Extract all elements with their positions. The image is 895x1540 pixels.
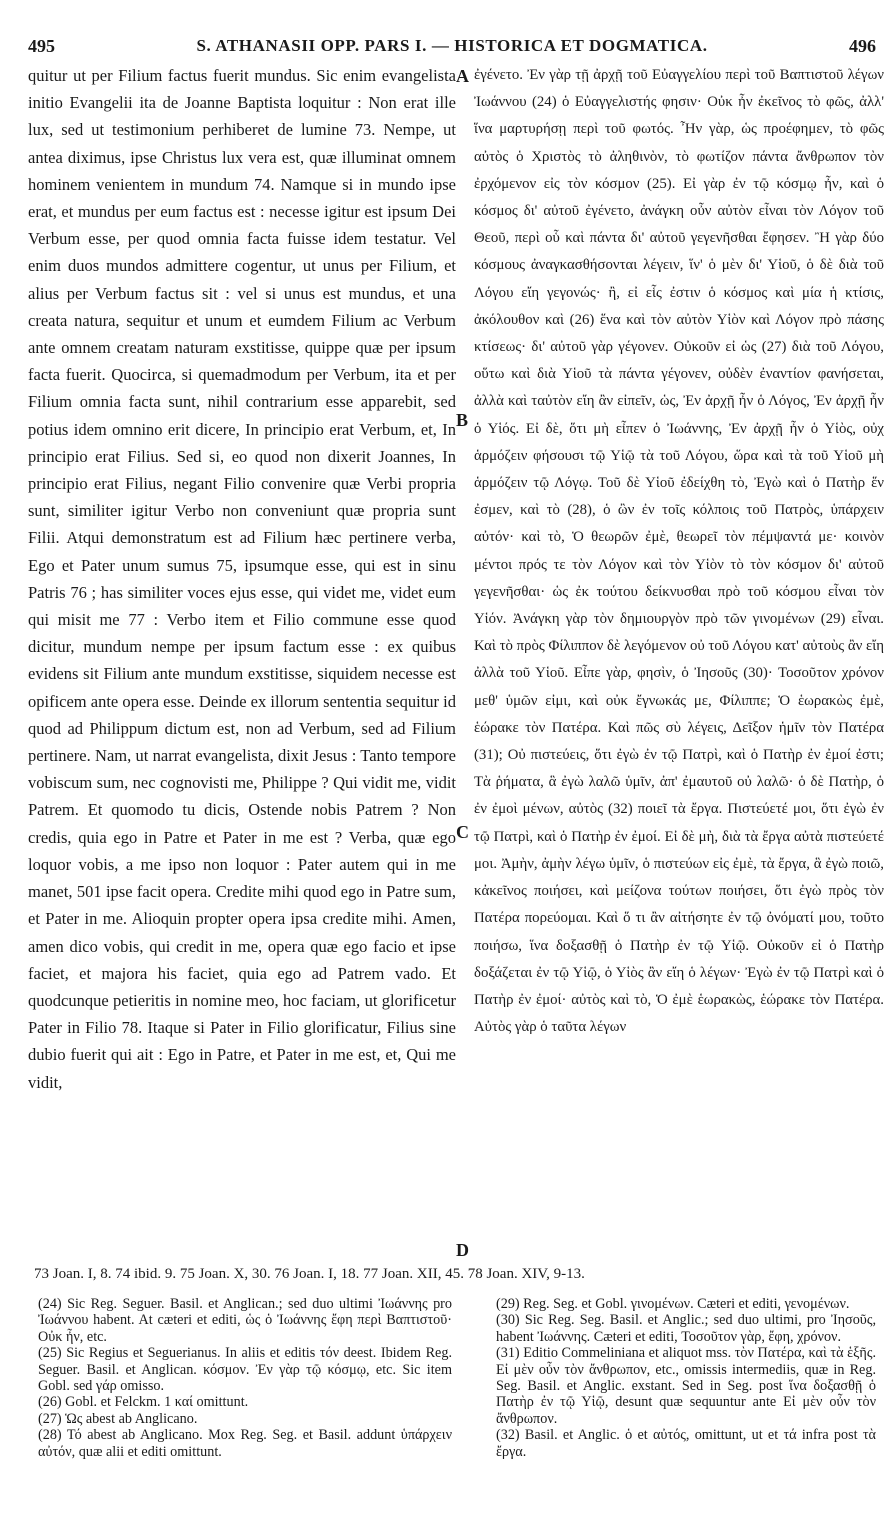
note-26: (26) Gobl. et Felckm. 1 καί omittunt. (38, 1394, 249, 1411)
note-27: (27) Ὡς abest ab Anglicano. (38, 1410, 198, 1427)
latin-text: quitur ut per Filium factus fuerit mundus. Sic enim evangelista initio Evangelii ita de Joanne Baptista loquitur : Non erat ille lux, sed ut testimonium perhiberet de lumine 73. Nempe, ut antea diximus, ipse Christus lux vera est, quæ illuminat omnem hominem venientem in mundum 74. Namque si in mundo ipse erat, et mundus per eum factus est : necesse igitur est ipsum Dei Verbum esse, per quod omnia facta fuisse idem testatur. Vel enim duos mundos admittere cogentur, ut unus per Filium, et alius per Verbum factus sit : vel si unus est mundus, et una creata natura, sequitur et unum et eumdem Filium ac Verbum ante omnem creatam naturam exstitisse, quippe quæ per ipsum facta fuerit. Quocirca, si quemadmodum per Verbum, ita et per Filium omnia facta sunt, nihil contrarium esse apparebit, sed potius idem omnino erit dicere, In principio erat Verbum, et, In principio erat Filius. Sed si, eo quod non dixerit Joannes, In principio erat Filius, negant Filio convenire quæ Verbi propria sunt, similiter igitur Verbo non conveniunt quæ propria sunt Filii. Atqui demonstratum est ad Filium hæc pertinere verba, Ego et Pater unum sumus 75, ipsumque esse, qui est in sinu Patris 76 ; has similiter voces ejus esse, qui videt me, videt eum qui misit me 77 : Verbo item et Filio commune esse quod dicitur, mundum nempe per ipsum factum esse : ex quibus evidens sit Filium ante mundum exstitisse, siquidem necesse est opificem ante opera esse. Deinde ex illorum sententia sequitur id quod ad Philippum dictum est, non ad Verbum, sed ad Filium pertinere. Nam, ut narrat evangelista, dixit Jesus : Tanto tempore vobiscum sum, nec cognovisti me, Philippe ? Qui vidit me, vidit Patrem. Et quomodo tu dicis, Ostende nobis Patrem ? Non credis, quia ego in Patre et Pater in me est ? Verba, quæ ego loquor vobis, a me ipso non loquor : Pater autem qui in me manet, 501 ipse facit opera. Credite mihi quod ego in Patre sum, et Pater in me. Alioquin propter opera ipsa credite mihi. Amen, amen dico vobis, qui credit in me, opera quæ ego facio et ipse faciet, et majora his faciet, quia ego ad Patrem vado. Et quodcunque petieritis in nomine meo, hoc faciam, ut glorificetur Pater in Filio 78. Itaque si Pater in Filio glorificatur, Filius sine dubio fuerit qui ait : Ego in Patre, et Pater in me est, et, Qui me vidit, (28, 66, 456, 1092)
running-header (28, 36, 876, 60)
page-number-right: 496 (849, 36, 876, 56)
section-marker-b: B (456, 410, 469, 430)
note-32: (32) Basil. et Anglic. ὁ et αὐτός, omittunt, ut et τά infra post τὰ ἔργα. (496, 1427, 876, 1460)
latin-column (28, 62, 456, 1262)
section-marker-a: A (456, 66, 469, 86)
note-25: (25) Sic Regius et Seguerianus. In aliis et editis τόν deest. Ibidem Reg. Seguer. Basil. et Anglican. κόσμον. Ἐν γὰρ τῷ κόσμῳ, etc. Sic item Gobl. sed γάρ omisso. (38, 1345, 452, 1395)
note-31: (31) Editio Commeliniana et aliquot mss. τὸν Πατέρα, καὶ τὰ ἑξῆς. Εἰ μὲν οὖν τὸν ἄνθρωπον, etc., omissis intermediis, quæ in Reg. Seg. Basil. et Anglic. exstant. Sed in Seg. post ἵνα δοξασθῇ ὁ Πατὴρ ἐν τῷ Υἱῷ, desunt quæ sequuntur ante Εἰ μὲν οὖν τὸν ἄνθρωπον. (496, 1345, 876, 1427)
running-title: S. ATHANASII OPP. PARS I. — HISTORICA ET DOGMATICA. (196, 36, 708, 55)
section-marker-d: D (456, 1240, 469, 1260)
section-marker-c: C (456, 822, 469, 842)
greek-column (474, 62, 884, 1262)
scripture-references: 73 Joan. I, 8. 74 ibid. 9. 75 Joan. X, 30. 76 Joan. I, 18. 77 Joan. XII, 45. 78 Joan. XIV, 9-13. (34, 1266, 585, 1282)
note-28: (28) Τό abest ab Anglicano. Mox Reg. Seg. et Basil. addunt ὑπάρχειν αὐτόν, quæ alii et editi omittunt. (38, 1427, 452, 1460)
critical-notes-left (38, 1296, 452, 1496)
note-24: (24) Sic Reg. Seguer. Basil. et Anglican.; sed duo ultimi Ἰωάννης pro Ἰωάννου habent. At cæteri et editi, ὡς ὁ Ἰωάννης ἔφη περὶ Βαπτιστοῦ· Οὐκ ἦν, etc. (38, 1296, 452, 1345)
note-30: (30) Sic Reg. Seg. Basil. et Anglic.; sed duo ultimi, pro Ἰησοῦς, habent Ἰωάννης. Cæteri et editi, Τοσοῦτον γὰρ, ἔφη, χρόνον. (496, 1312, 876, 1345)
page-number-left: 495 (28, 36, 55, 56)
greek-text: ἐγένετο. Ἐν γὰρ τῇ ἀρχῇ τοῦ Εὐαγγελίου περὶ τοῦ Βαπτιστοῦ λέγων Ἰωάννου (24) ὁ Εὐαγγελιστής φησιν· Οὐκ ἦν ἐκεῖνος τὸ φῶς, ἀλλ' ἵνα μαρτυρήσῃ περὶ τοῦ φωτός. Ἦν γὰρ, ὡς προέφημεν, τὸ φῶς αὐτὸς ὁ Χριστὸς τὸ ἀληθινὸν, τὸ φωτίζον πάντα ἄνθρωπον τὸν ἐρχόμενον εἰς τὸν κόσμον (25). Εἰ γὰρ ἐν τῷ κόσμῳ ἦν, καὶ ὁ κόσμος δι' αὐτοῦ ἐγένετο, ἀνάγκη οὖν αὐτὸν εἶναι τὸν Λόγον τοῦ Θεοῦ, περὶ οὗ καὶ πάντα δι' αὐτοῦ γεγενῆσθαι ἔφησεν. Ἢ γὰρ δύο κόσμους ἀναγκασθήσονται λέγειν, ἵν' ὁ μὲν δι' Υἱοῦ, ὁ δὲ διὰ τοῦ Λόγου εἴη γεγονώς· ἢ, εἰ εἷς ἐστιν ὁ κόσμος καὶ μία ἡ κτίσις, ἀκόλουθον καὶ (26) ἕνα καὶ τὸν αὐτὸν Υἱὸν καὶ Λόγον πρὸ πάσης κτίσεως· δι' αὐτοῦ γὰρ γέγονεν. Οὐκοῦν εἰ ὡς (27) διὰ τοῦ Λόγου, οὕτω καὶ διὰ Υἱοῦ τὰ πάντα γέγονεν, οὐδὲν ἐναντίον φανήσεται, ἀλλὰ καὶ ταὐτὸν εἴη ἂν εἰπεῖν, ὡς, Ἐν ἀρχῇ ἦν ὁ Λόγος, Ἐν ἀρχῇ ἦν ὁ Υἱός. Εἰ δὲ, ὅτι μὴ εἶπεν ὁ Ἰωάννης, Ἐν ἀρχῇ ἦν ὁ Υἱὸς, οὐχ ἁρμόζειν φήσουσι τῷ Υἱῷ τὰ τοῦ Λόγου, ὥρα καὶ τὰ τοῦ Υἱοῦ μὴ ἁρμόζειν τῷ Λόγῳ. Τοῦ δὲ Υἱοῦ ἐδείχθη τὸ, Ἐγὼ καὶ ὁ Πατὴρ ἕν ἐσμεν, καὶ τὸ (28), ὁ ὢν ἐν τοῖς κόλποις τοῦ Πατρὸς, ὑπάρχειν αὐτόν· καὶ τὸ, Ὁ θεωρῶν ἐμὲ, θεωρεῖ τὸν πέμψαντά με· κοινὸν μέντοι πρός τε τὸν Λόγον καὶ τὸν Υἱὸν τὸ τὸν κόσμον δι' αὐτοῦ γεγενῆσθαι· ὡς ἐκ τούτου δείκνυσθαι πρὸ τοῦ κόσμου εἶναι τὸν Υἱόν. Ἀνάγκη γὰρ τὸν δημιουργὸν πρὸ τῶν γινομένων (29) εἶναι. Καὶ τὸ πρὸς Φίλιππον δὲ λεγόμενον οὐ τοῦ Λόγου κατ' αὐτοὺς ἂν εἴη ἀλλὰ τοῦ Υἱοῦ. Εἶπε γὰρ, φησὶν, ὁ Ἰησοῦς (30)· Τοσοῦτον χρόνον μεθ' ὑμῶν εἰμι, καὶ οὐκ ἔγνωκάς με, Φίλιππε; Ὁ ἑωρακὼς ἐμὲ, ἑώρακε τὸν Πατέρα. Καὶ πῶς σὺ λέγεις, Δεῖξον ἡμῖν τὸν Πατέρα (31); Οὐ πιστεύεις, ὅτι ἐγὼ ἐν τῷ Πατρὶ, καὶ ὁ Πατὴρ ἐν ἐμοί ἐστι; Τὰ ῥήματα, ἃ ἐγὼ λαλῶ ὑμῖν, ἀπ' ἐμαυτοῦ οὐ λαλῶ· ὁ δὲ Πατὴρ, ὁ ἐν ἐμοὶ μένων, αὐτὸς (32) ποιεῖ τὰ ἔργα. Πιστεύετέ μοι, ὅτι ἐγὼ ἐν τῷ Πατρὶ, καὶ ὁ Πατὴρ ἐν ἐμοί. Εἰ δὲ μὴ, διὰ τὰ ἔργα αὐτὰ πιστεύετέ μοι. Ἀμὴν, ἀμὴν λέγω ὑμῖν, ὁ πιστεύων εἰς ἐμὲ, τὰ ἔργα, ἃ ἐγὼ ποιῶ, κἀκεῖνος ποιήσει, καὶ μείζονα τούτων ποιήσει, ὅτι ἐγὼ πρὸς τὸν Πατέρα πορεύομαι. Καὶ ὅ τι ἂν αἰτήσητε ἐν τῷ ὀνόματί μου, τοῦτο ποιήσω, ἵνα δοξασθῇ ὁ Πατὴρ ἐν τῷ Υἱῷ. Οὐκοῦν εἰ ὁ Πατὴρ δοξάζεται ἐν τῷ Υἱῷ, ὁ Υἱὸς ἂν εἴη ὁ λέγων· Ἐγὼ ἐν τῷ Πατρὶ καὶ ὁ Πατὴρ ἐν ἐμοί· αὐτὸς καὶ τὸ, Ὁ ἐμὲ ἑωρακὼς, ἑώρακε τὸν Πατέρα. Αὐτὸς γὰρ ὁ ταῦτα λέγων (474, 67, 884, 1036)
critical-notes-right (496, 1296, 876, 1496)
note-29: (29) Reg. Seg. et Gobl. γινομένων. Cæteri et editi, γενομένων. (496, 1296, 850, 1312)
